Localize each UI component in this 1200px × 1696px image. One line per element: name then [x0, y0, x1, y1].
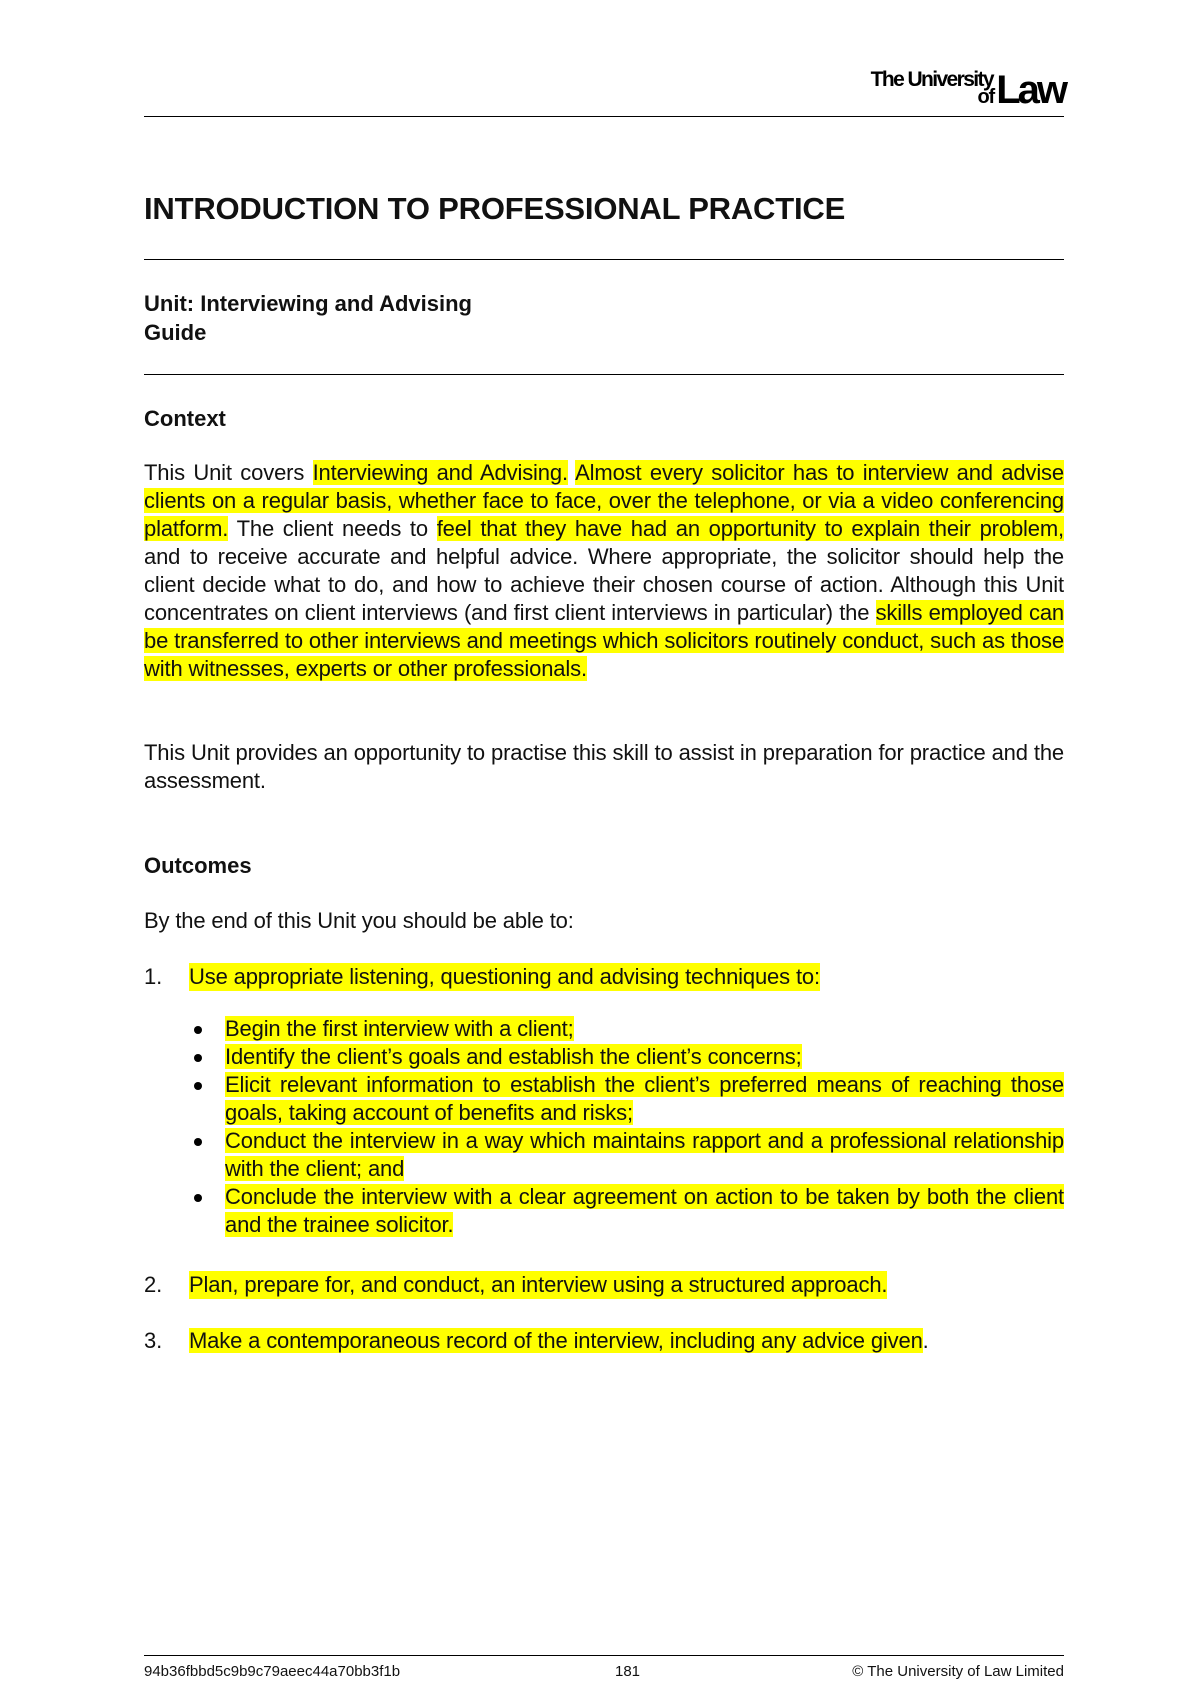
outcome-number: 3. — [144, 1328, 163, 1353]
bullet-icon — [194, 1054, 202, 1062]
highlighted-text: feel that they have had an opportunity to explain their problem, — [436, 516, 1064, 541]
bullet-item — [188, 1043, 1064, 1071]
bullet-item — [188, 1071, 1064, 1127]
bullet-text: Conduct the interview in a way which maintains rapport and a professional relationship with the client; and — [225, 1128, 1064, 1181]
outcomes-list — [144, 0, 1064, 1696]
bullet-text: Elicit relevant information to establish the client’s preferred means of reaching those goals, taking account of benefits and risks; — [225, 1072, 1064, 1125]
context-heading: Context — [144, 406, 226, 431]
bullet-item — [188, 1015, 1064, 1043]
plain-text: and to receive accurate and helpful advice. Where appropriate, the solicitor should help the client decide what to do, and how to achieve their chosen course of action. Although this Unit concentrates on client interviews (and first client interviews in particular) the — [144, 544, 1064, 625]
bullet-icon — [194, 1138, 202, 1146]
outcome-text-wrap — [189, 1327, 929, 1355]
outcome-number: 1. — [144, 964, 163, 989]
outcome-text: Use appropriate listening, questioning and advising techniques to: — [189, 964, 820, 989]
bullet-text: Begin the first interview with a client; — [225, 1016, 574, 1041]
unit-line: Unit: Interviewing and Advising — [144, 291, 472, 316]
logo-of: of — [977, 86, 994, 108]
outcome-bullets — [188, 1015, 1064, 1239]
footer-copyright: © The University of Law Limited — [852, 1663, 1064, 1680]
highlighted-text: Interviewing and Advising. — [312, 460, 568, 485]
bullet-text: Identify the client’s goals and establish the client’s concerns; — [225, 1044, 802, 1069]
bullet-icon — [194, 1082, 202, 1090]
outcome-number: 2. — [144, 1272, 163, 1297]
outcome-trailing-punct: . — [922, 1328, 929, 1353]
footer-rule — [144, 1655, 1064, 1656]
outcome-text: Plan, prepare for, and conduct, an interview using a structured approach. — [189, 1272, 888, 1297]
outcomes-heading: Outcomes — [144, 853, 252, 878]
bullet-item — [188, 1127, 1064, 1183]
guide-line: Guide — [144, 320, 207, 345]
bullet-item — [188, 1183, 1064, 1239]
bullet-icon — [194, 1026, 202, 1034]
footer-doc-id: 94b36fbbd5c9b9c79aeec44a70bb3f1b — [144, 1663, 401, 1680]
logo-law: Law — [996, 68, 1065, 112]
outcome-text: Make a contemporaneous record of the interview, including any advice given — [189, 1328, 923, 1353]
highlighted-text: Almost every solicitor has to interview and advise clients on a regular basis, whether face to face, over the telephone, or via a video conferencing platform. — [144, 460, 1064, 541]
highlighted-text: skills employed can be transferred to other interviews and meetings which solicitors routinely conduct, such as those with witnesses, experts or other professionals. — [144, 600, 1065, 681]
outcomes-intro: By the end of this Unit you should be able to: — [144, 908, 574, 933]
plain-text: The client needs to — [228, 516, 437, 541]
plain-text: This Unit covers — [144, 460, 313, 485]
context-paragraph-2: This Unit provides an opportunity to practise this skill to assist in preparation for practice and the assessment. — [144, 740, 1064, 793]
logo-line1: The University — [870, 68, 993, 91]
bullet-text: Conclude the interview with a clear agreement on action to be taken by both the client and the trainee solicitor. — [225, 1184, 1064, 1237]
footer-page-number: 181 — [615, 1663, 641, 1680]
bullet-icon — [194, 1194, 202, 1202]
document-title: INTRODUCTION TO PROFESSIONAL PRACTICE — [144, 191, 846, 226]
